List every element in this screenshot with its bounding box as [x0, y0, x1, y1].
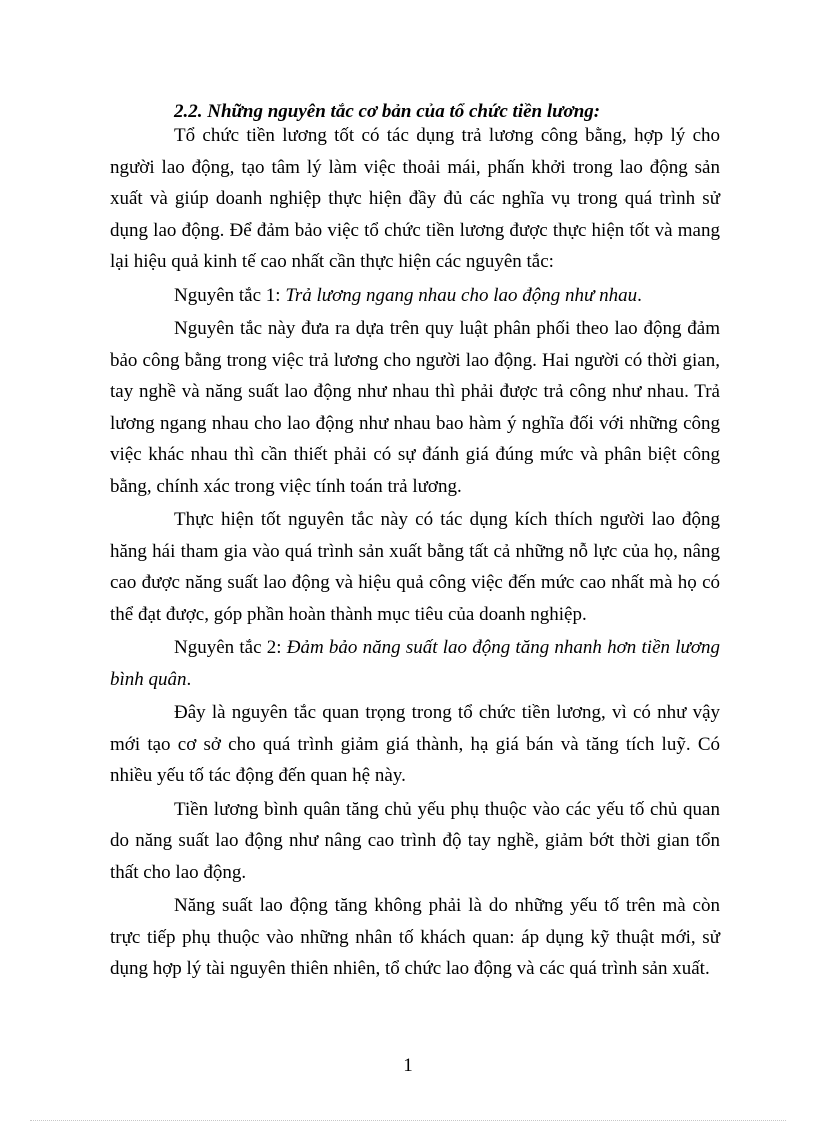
paragraph-principle-1-effect: Thực hiện tốt nguyên tắc này có tác dụng kích thích người lao động hăng hái tham gia vào quá trình sản xuất bằng tất cả những nỗ lực của họ, nâng cao được năng suất lao động và hiệu quả công việc đến mức cao nhất mà họ có thể đạt được, góp phần hoàn thành mục tiêu của doanh nghiệp.	[110, 509, 720, 625]
page-number: 1	[403, 1055, 413, 1076]
principle-2-label: Nguyên tắc 2:	[174, 637, 287, 658]
section-heading: 2.2. Những nguyên tắc cơ bản của tổ chức tiền lương:	[174, 101, 601, 122]
paragraph-principle-1-explanation: Nguyên tắc này đưa ra dựa trên quy luật phân phối theo lao động đảm bảo công bằng trong việc trả lương cho người lao động. Hai người có thời gian, tay nghề và năng suất lao động như nhau thì phải được trả công như nhau. Trả lương ngang nhau cho lao động như nhau bao hàm ý nghĩa đối với những công việc khác nhau thì cần thiết phải có sự đánh giá đúng mức và phân biệt công bằng, chính xác trong việc tính toán trả lương.	[110, 318, 720, 497]
principle-1	[110, 280, 720, 312]
page-bottom-border	[30, 1120, 786, 1121]
paragraph-intro: Tổ chức tiền lương tốt có tác dụng trả lương công bằng, hợp lý cho người lao động, tạo tâm lý làm việc thoải mái, phấn khởi trong lao động sản xuất và giúp doanh nghiệp thực hiện đầy đủ các nghĩa vụ trong quá trình sử dụng lao động. Để đảm bảo việc tổ chức tiền lương được thực hiện tốt và mang lại hiệu quả kinh tế cao nhất cần thực hiện các nguyên tắc:	[110, 125, 720, 272]
paragraph-productivity: Năng suất lao động tăng không phải là do những yếu tố trên mà còn trực tiếp phụ thuộc vào những nhân tố khách quan: áp dụng kỹ thuật mới, sử dụng hợp lý tài nguyên thiên nhiên, tổ chức lao động và các quá trình sản xuất.	[110, 895, 720, 979]
principle-2	[110, 632, 720, 695]
principle-1-label: Nguyên tắc 1:	[174, 284, 286, 306]
principle-1-title: Trả lương ngang nhau cho lao động như nhau	[285, 284, 638, 306]
document-body	[110, 120, 720, 985]
principle-2-end: .	[186, 668, 192, 690]
principle-1-end: .	[637, 284, 642, 306]
paragraph-principle-2-importance: Đây là nguyên tắc quan trọng trong tổ chức tiền lương, vì có như vậy mới tạo cơ sở cho quá trình giảm giá thành, hạ giá bán và tăng tích luỹ. Có nhiều yếu tố tác động đến quan hệ này.	[110, 702, 720, 786]
principle-2-title: Đảm bảo năng suất lao động tăng nhanh hơn tiền lương bình quân	[110, 637, 720, 690]
paragraph-average-wage: Tiền lương bình quân tăng chủ yếu phụ thuộc vào các yếu tố chủ quan do năng suất lao động như nâng cao trình độ tay nghề, giảm bớt thời gian tổn thất cho lao động.	[110, 798, 720, 883]
